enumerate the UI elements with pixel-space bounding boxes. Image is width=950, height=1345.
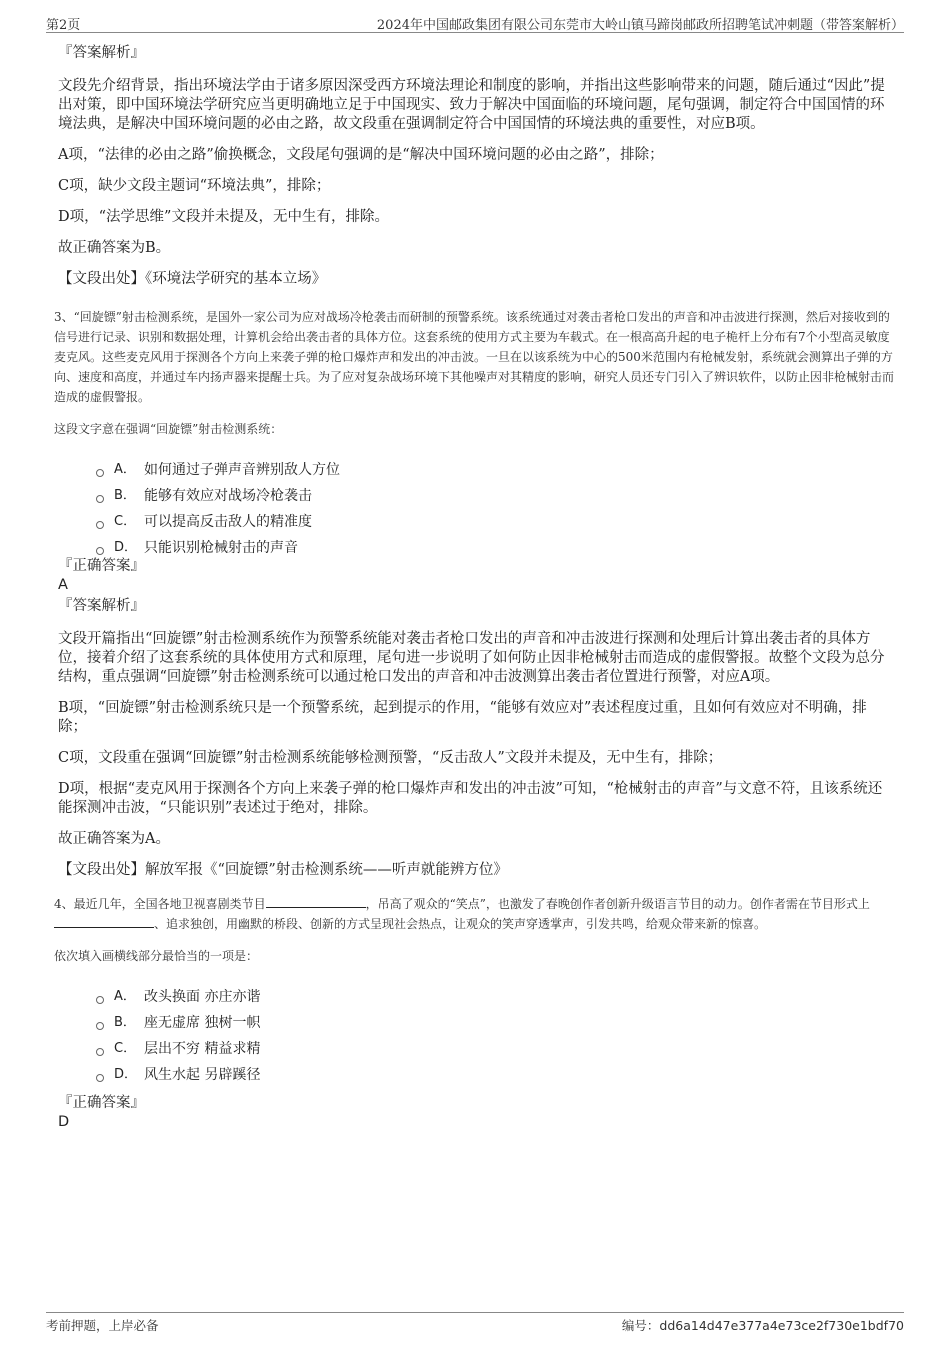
question-prompt: 依次填入画横线部分最恰当的一项是： (54, 949, 259, 963)
option-a[interactable] (96, 457, 894, 483)
correct-answer: D (58, 1114, 70, 1130)
page-number: 第2页 (46, 18, 81, 33)
option-list (96, 457, 894, 561)
radio-icon[interactable] (96, 1048, 104, 1056)
option-text: 座无虚席 独树一帜 (144, 1015, 261, 1031)
option-a[interactable] (96, 984, 894, 1010)
correct-answer-label: 『正确答案』 (58, 1095, 145, 1111)
option-a-analysis: A项，“法律的必由之路”偷换概念，文段尾句强调的是“解决中国环境问题的必由之路”，排除； (58, 147, 664, 163)
analysis-label: 『答案解析』 (58, 598, 145, 614)
option-text: 能够有效应对战场冷枪袭击 (144, 488, 312, 504)
question-text (54, 894, 894, 934)
option-b[interactable] (96, 1010, 894, 1036)
blank-line (54, 915, 154, 928)
correct-answer-label: 『正确答案』 (58, 558, 145, 574)
document-code (622, 1316, 904, 1334)
radio-icon[interactable] (96, 521, 104, 529)
option-text: 可以提高反击敌人的精准度 (144, 514, 312, 530)
source: 【文段出处】解放军报《“回旋镖”射击检测系统——听声就能辨方位》 (58, 862, 508, 878)
question-text-part-3: 、追求独创，用幽默的桥段、创新的方式呈现社会热点，让观众的笑声穿透掌声，引发共鸣，给观众带来新的惊喜。 (154, 917, 767, 931)
radio-icon[interactable] (96, 1022, 104, 1030)
analysis-paragraph: 文段开篇指出“回旋镖”射击检测系统作为预警系统能对袭击者枪口发出的声音和冲击波进行探测和处理后计算出袭击者的具体方位，接着介绍了这套系统的具体使用方式和原理，尾句进一步说明了如何防止因非枪械射击而造成的虚假警报。故整个文段为总分结构，重点强调“回旋镖”射击检测系统可以通过枪口发出的声音和冲击波测算出袭击者位置进行预警，对应A项。 (58, 631, 885, 685)
radio-icon[interactable] (96, 996, 104, 1004)
footer-slogan: 考前押题，上岸必备 (46, 1318, 159, 1333)
option-text: 只能识别枪械射击的声音 (144, 540, 298, 556)
option-letter: B． (114, 488, 136, 503)
conclusion: 故正确答案为B。 (58, 240, 171, 256)
option-letter: A． (114, 989, 136, 1004)
option-d-analysis: D项，根据“麦克风用于探测各个方向上来袭子弹的枪口爆炸声和发出的冲击波”可知，“枪械射击的声音”与文意不符，且该系统还能探测冲击波，“只能识别”表述过于绝对，排除。 (58, 781, 883, 816)
code-value: dd6a14d47e377a4e73ce2f730e1bdf70 (659, 1318, 904, 1333)
page-content (56, 44, 894, 1134)
question-text-part-1: 4、最近几年，全国各地卫视喜剧类节目 (54, 897, 266, 911)
question-4 (56, 894, 894, 1132)
option-letter: C． (114, 1041, 137, 1056)
source: 【文段出处】《环境法学研究的基本立场》 (58, 271, 327, 287)
option-d[interactable] (96, 1062, 894, 1088)
option-text: 风生水起 另辟蹊径 (144, 1067, 261, 1083)
question-text-part-2: ，吊高了观众的“笑点”，也激发了春晚创作者创新升级语言节目的动力。创作者需在节目形式上 (365, 897, 870, 911)
radio-icon[interactable] (96, 495, 104, 503)
question-text: 3、“回旋镖”射击检测系统，是国外一家公司为应对战场冷枪袭击而研制的预警系统。该系统通过对袭击者枪口发出的声音和冲击波进行探测，然后对接收到的信号进行记录、识别和数据处理，计算机会给出袭击者的具体方位。这套系统的使用方式主要为车载式。在一根高高升起的电子桅杆上分布有7个小型高灵敏度麦克风。这些麦克风用于探测各个方向上来袭子弹的枪口爆炸声和发出的冲击波。一旦在以该系统为中心的500米范围内有枪械发射，系统就会测算出子弹的方向、速度和高度，并通过车内扬声器来提醒士兵。为了应对复杂战场环境下其他噪声对其精度的影响，研究人员还专门引入了辨识软件，以防止因非枪械射击而造成的虚假警报。 (54, 310, 895, 404)
option-text: 改头换面 亦庄亦谐 (144, 989, 261, 1005)
question-prompt: 这段文字意在强调“回旋镖”射击检测系统： (54, 422, 283, 436)
option-letter: D． (114, 540, 138, 555)
option-letter: B． (114, 1015, 136, 1030)
conclusion: 故正确答案为A。 (58, 831, 170, 847)
option-letter: D． (114, 1067, 138, 1082)
question-2-analysis (56, 44, 894, 289)
code-label: 编号： (621, 1318, 660, 1333)
option-letter: A． (114, 462, 136, 477)
question-3 (56, 307, 894, 880)
option-c[interactable] (96, 509, 894, 535)
option-c[interactable] (96, 1036, 894, 1062)
analysis-label: 『答案解析』 (58, 45, 145, 61)
option-d-analysis: D项，“法学思维”文段并未提及，无中生有，排除。 (58, 209, 389, 225)
option-list (96, 984, 894, 1088)
document-title: 2024年中国邮政集团有限公司东莞市大岭山镇马蹄岗邮政所招聘笔试冲刺题（带答案解析） (376, 18, 904, 33)
page-footer (46, 1312, 904, 1333)
analysis-paragraph: 文段先介绍背景，指出环境法学由于诸多原因深受西方环境法理论和制度的影响，并指出这些影响带来的问题，随后通过“因此”提出对策，即中国环境法学研究应当更明确地立足于中国现实、致力于解决中国面临的环境问题，尾句强调，制定符合中国国情的环境法典，是解决中国环境问题的必由之路，故文段重在强调制定符合中国国情的环境法典的重要性，对应B项。 (58, 78, 885, 132)
option-b[interactable] (96, 483, 894, 509)
radio-icon[interactable] (96, 547, 104, 555)
option-b-analysis: B项，“回旋镖”射击检测系统只是一个预警系统，起到提示的作用，“能够有效应对”表述程度过重，且如何有效应对不明确，排除； (58, 700, 867, 735)
option-c-analysis: C项，文段重在强调“回旋镖”射击检测系统能够检测预警，“反击敌人”文段并未提及，无中生有，排除； (58, 750, 723, 766)
option-text: 层出不穷 精益求精 (144, 1041, 261, 1057)
option-letter: C． (114, 514, 137, 529)
radio-icon[interactable] (96, 469, 104, 477)
radio-icon[interactable] (96, 1074, 104, 1082)
blank-line (266, 895, 366, 908)
correct-answer: A (58, 577, 68, 593)
page-header (46, 12, 904, 33)
option-text: 如何通过子弹声音辨别敌人方位 (144, 462, 340, 478)
option-c-analysis: C项，缺少文段主题词“环境法典”，排除； (58, 178, 331, 194)
